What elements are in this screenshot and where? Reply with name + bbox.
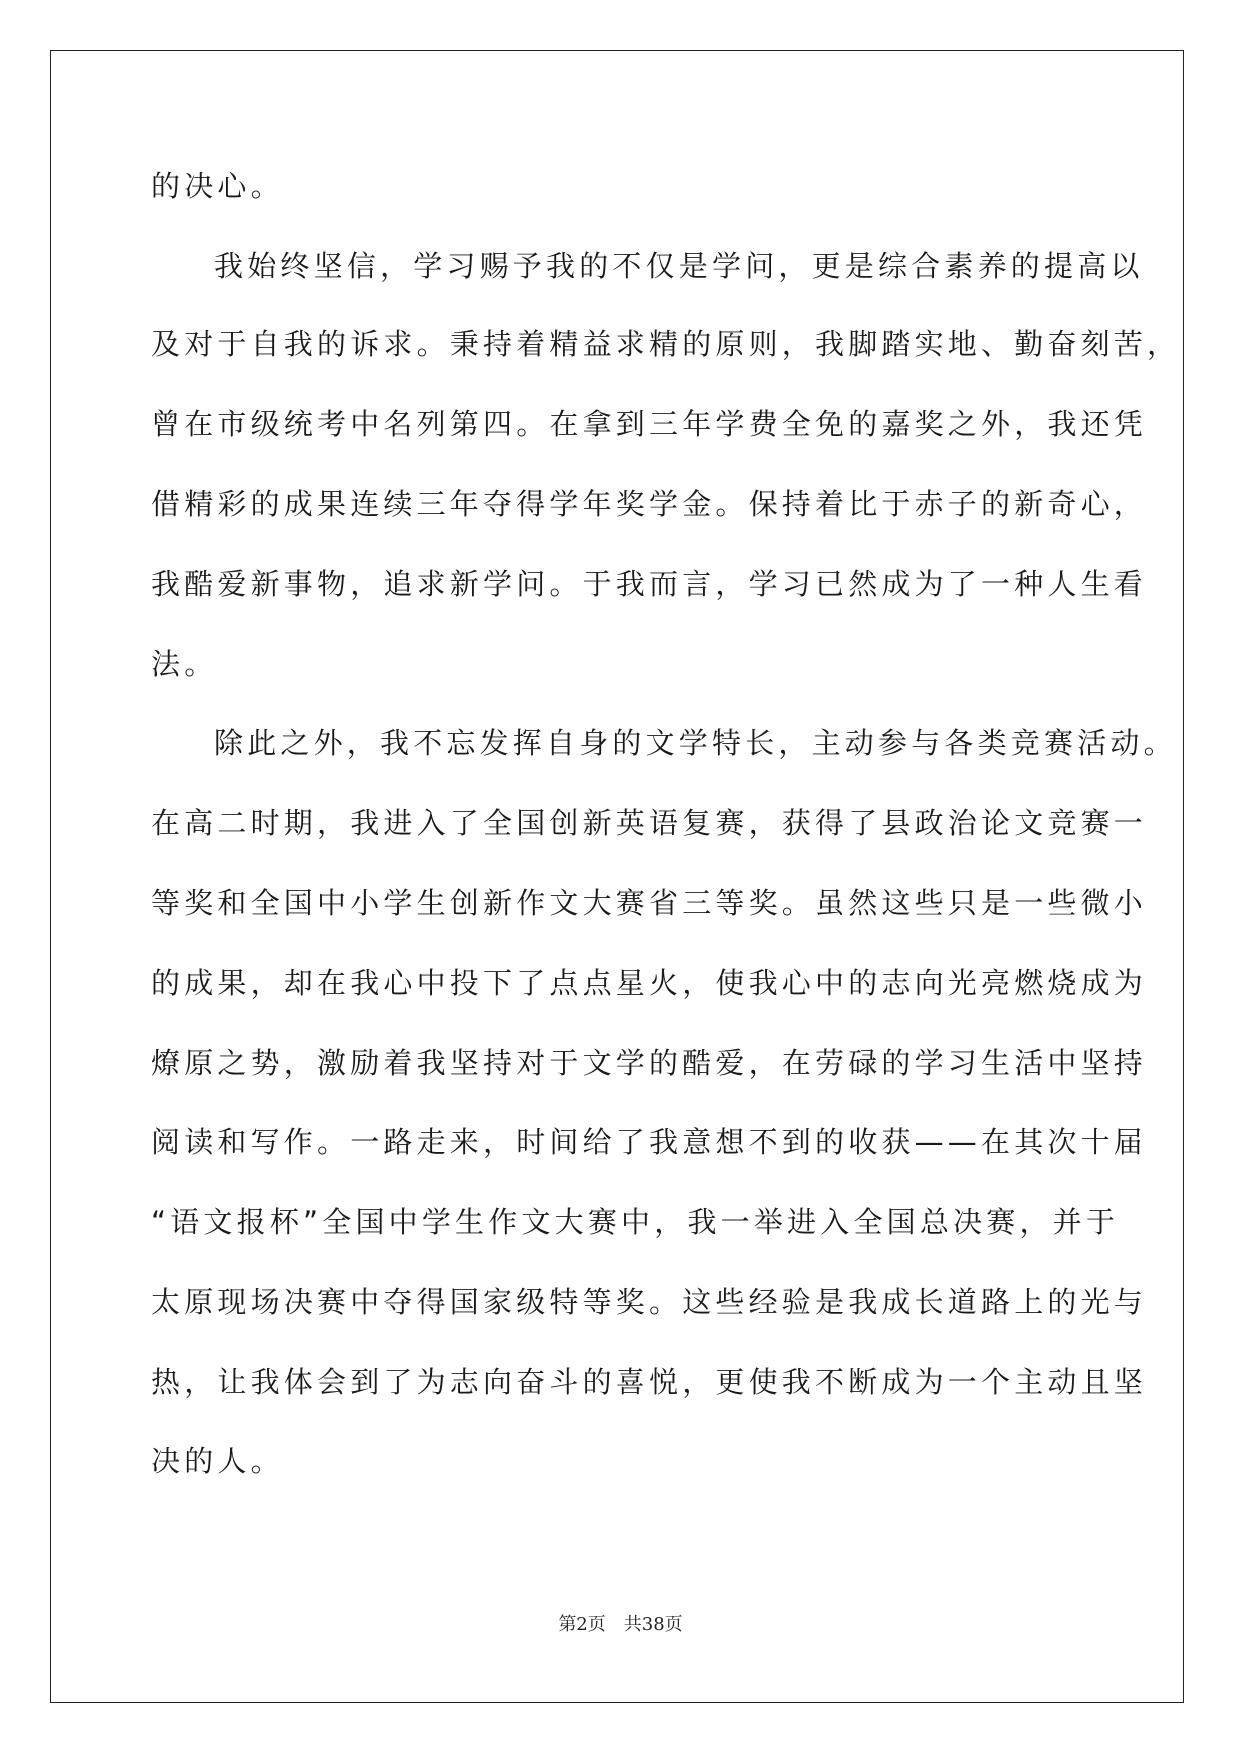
text-line: 热，让我体会到了为志向奋斗的喜悦，更使我不断成为一个主动且坚 — [151, 1365, 1148, 1399]
text-line: 在高二时期，我进入了全国创新英语复赛，获得了县政治论文竞赛一 — [151, 806, 1148, 840]
text-line: 借精彩的成果连续三年夺得学年奖学金。保持着比于赤子的新奇心， — [151, 487, 1148, 521]
text-line: 我酷爱新事物，追求新学问。于我而言，学习已然成为了一种人生看 — [151, 567, 1148, 601]
text-line: 及对于自我的诉求。秉持着精益求精的原则，我脚踏实地、勤奋刻苦， — [151, 327, 1181, 361]
text-line: 的决心。 — [151, 169, 284, 203]
text-line: 燎原之势，激励着我坚持对于文学的酷爱，在劳碌的学习生活中坚持 — [151, 1046, 1148, 1080]
text-line: 阅读和写作。一路走来，时间给了我意想不到的收获——在其次十届 — [151, 1125, 1148, 1159]
text-line: “语文报杯”全国中学生作文大赛中，我一举进入全国总决赛，并于 — [151, 1205, 1120, 1239]
page-number: 第2页 — [558, 1614, 606, 1635]
text-line: 决的人。 — [151, 1444, 284, 1478]
text-line: 太原现场决赛中夺得国家级特等奖。这些经验是我成长道路上的光与 — [151, 1285, 1148, 1319]
paragraph-start-line: 除此之外，我不忘发挥自身的文学特长，主动参与各类竞赛活动。 — [214, 726, 1177, 760]
text-line: 曾在市级统考中名列第四。在拿到三年学费全免的嘉奖之外，我还凭 — [151, 407, 1148, 441]
page-footer — [0, 1610, 1241, 1636]
text-line: 等奖和全国中小学生创新作文大赛省三等奖。虽然这些只是一些微小 — [151, 886, 1148, 920]
page-total: 共38页 — [623, 1614, 683, 1635]
text-line: 法。 — [151, 647, 218, 681]
paragraph-start-line: 我始终坚信，学习赐予我的不仅是学问，更是综合素养的提高以 — [214, 249, 1144, 283]
text-line: 的成果，却在我心中投下了点点星火，使我心中的志向光亮燃烧成为 — [151, 966, 1148, 1000]
